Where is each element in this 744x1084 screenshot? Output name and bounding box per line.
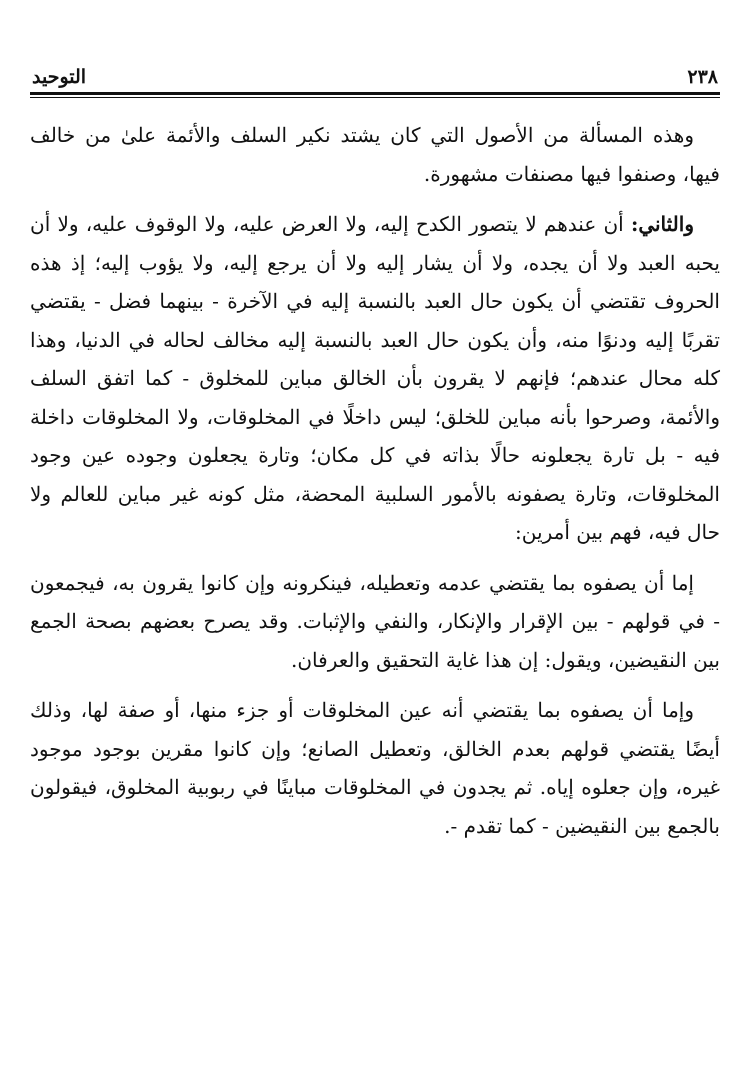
paragraph-1 — [30, 116, 720, 193]
paragraph-lead: والثاني: — [630, 212, 694, 236]
paragraph-text: وإما أن يصفوه بما يقتضي أنه عين المخلوقات أو جزء منها، أو صفة لها، وذلك أيضًا يقتضي قولهم بعدم الخالق، وتعطيل الصانع؛ وإن كانوا مقرين بوجود موجود غيره، وإن جعلوه إياه. ثم يجدون في المخلوقات مباينًا في ربوبية المخلوق، فيقولون بالجمع بين النقيضين - كما تقدم -. — [30, 698, 720, 838]
book-page — [30, 50, 720, 1060]
header-rule-thin — [30, 97, 720, 98]
page-header — [30, 50, 720, 92]
page-body — [30, 116, 720, 845]
paragraph-4 — [30, 691, 720, 845]
paragraph-text: أن عندهم لا يتصور الكدح إليه، ولا العرض عليه، ولا الوقوف عليه، ولا أن يحبه العبد ولا أن يجده، ولا أن يشار إليه ولا أن يرجع إليه، ولا يؤوب إليه؛ إذ هذه الحروف تقتضي أن يكون حال العبد بالنسبة إليه في الآخرة - بينهما فضل - يقتضي تقربًا إليه ودنوًا منه، وأن يكون حال العبد بالنسبة إليه مخالف لحاله في الدنيا، وهذا كله محال عندهم؛ فإنهم لا يقرون بأن الخالق مباين للمخلوق - كما اتفق السلف والأئمة، وصرحوا بأنه مباين للخلق؛ ليس داخلًا في المخلوقات، ولا المخلوقات داخلة فيه - بل تارة يجعلونه حالًا بذاته في كل مكان؛ وتارة يجعلون وجوده عين وجود المخلوقات، وتارة يصفونه بالأمور السلبية المحضة، مثل كونه غير مباين للعالم ولا حال فيه، فهم بين أمرين: — [30, 212, 720, 544]
page-number: ٢٣٨ — [687, 66, 718, 88]
paragraph-3 — [30, 564, 720, 680]
paragraph-2 — [30, 205, 720, 552]
paragraph-text: وهذه المسألة من الأصول التي كان يشتد نكير السلف والأئمة علىٰ من خالف فيها، وصنفوا فيها مصنفات مشهورة. — [30, 123, 720, 186]
paragraph-text: إما أن يصفوه بما يقتضي عدمه وتعطيله، فينكرونه وإن كانوا يقرون به، فيجمعون - في قولهم - بين الإقرار والإنكار، والنفي والإثبات. وقد يصرح بعضهم بصحة الجمع بين النقيضين، ويقول: إن هذا غاية التحقيق والعرفان. — [30, 570, 720, 672]
header-rule-thick — [30, 92, 720, 95]
running-title: التوحيد — [32, 66, 87, 88]
